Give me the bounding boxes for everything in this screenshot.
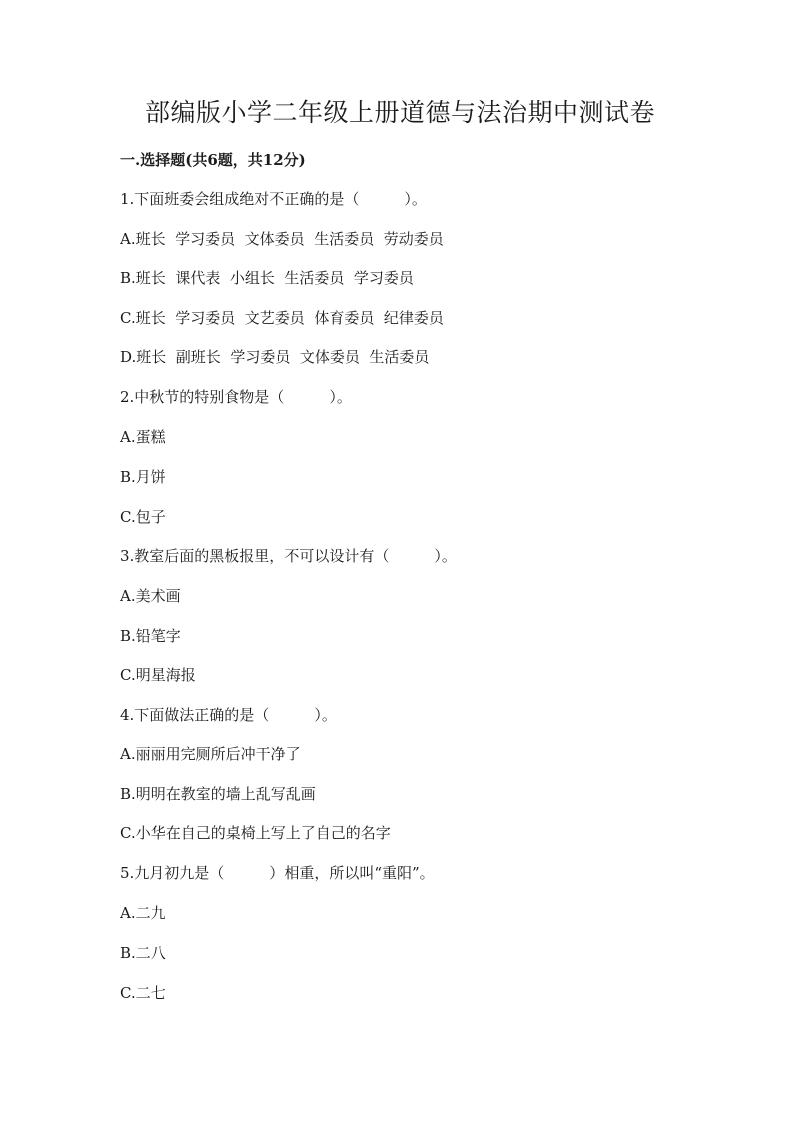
question-4-option-b: B.明明在教室的墙上乱写乱画: [120, 785, 316, 803]
question-4-option-a: A.丽丽用完厕所后冲干净了: [120, 745, 301, 763]
question-5-option-a: A.二九: [120, 904, 166, 922]
question-3-option-c: C.明星海报: [120, 666, 196, 684]
question-1-option-c: C.班长 学习委员 文艺委员 体育委员 纪律委员: [120, 309, 444, 327]
question-1-option-d: D.班长 副班长 学习委员 文体委员 生活委员: [120, 348, 430, 366]
question-3-option-b: B.铅笔字: [120, 627, 181, 645]
question-3-stem: 3.教室后面的黑板报里，不可以设计有（ ）。: [120, 547, 457, 565]
exam-title: 部编版小学二年级上册道德与法治期中测试卷: [144, 98, 655, 127]
question-5-option-b: B.二八: [120, 944, 166, 962]
question-5-stem: 5.九月初九是（ ）相重，所以叫“重阳”。: [120, 864, 435, 882]
question-2-stem: 2.中秋节的特别食物是（ ）。: [120, 388, 352, 406]
section-heading: 一.选择题(共6题，共12分): [120, 151, 306, 169]
question-4-stem: 4.下面做法正确的是（ ）。: [120, 706, 337, 724]
question-2-option-a: A.蛋糕: [120, 428, 166, 446]
question-3-option-a: A.美术画: [120, 587, 181, 605]
question-5-option-c: C.二七: [120, 984, 166, 1002]
question-1-option-b: B.班长 课代表 小组长 生活委员 学习委员: [120, 269, 414, 287]
question-4-option-c: C.小华在自己的桌椅上写上了自己的名字: [120, 824, 391, 842]
question-2-option-c: C.包子: [120, 508, 166, 526]
question-2-option-b: B.月饼: [120, 468, 166, 486]
question-1-stem: 1.下面班委会组成绝对不正确的是（ ）。: [120, 190, 427, 208]
question-1-option-a: A.班长 学习委员 文体委员 生活委员 劳动委员: [120, 230, 444, 248]
